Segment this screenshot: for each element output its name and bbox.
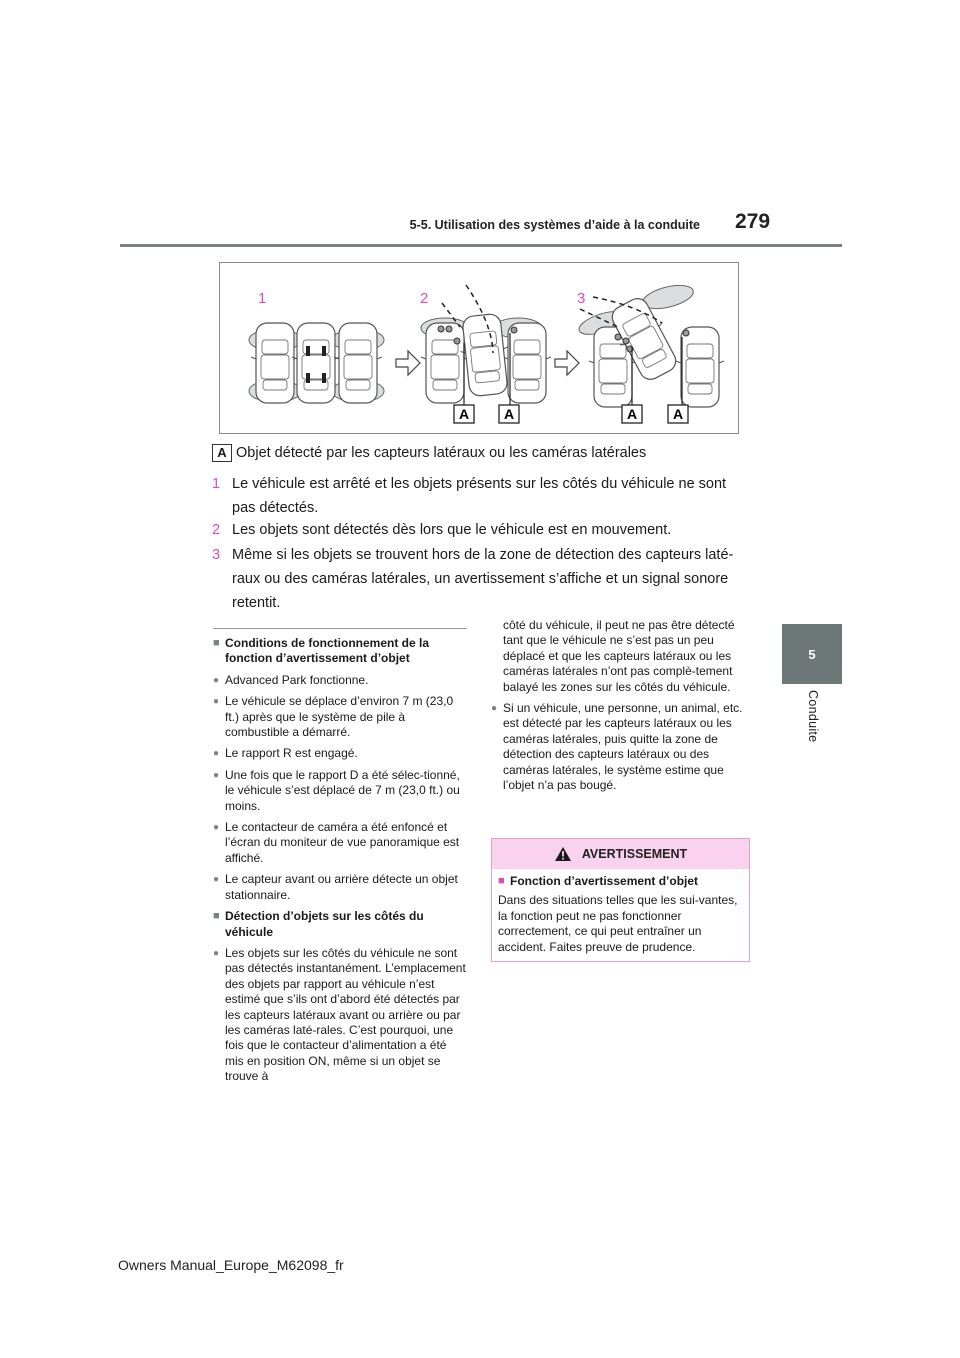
list-item: ● Le véhicule se déplace d’environ 7 m (23,0 ft.) après que le système de pile à combustible a démarré. (213, 694, 467, 740)
step-number: 1 (212, 476, 221, 492)
footer-doc-id: Owners Manual_Europe_M62098_fr (118, 1257, 344, 1273)
step-3 (212, 543, 742, 615)
step-label-3: 3 (577, 290, 586, 307)
scene-3 (576, 281, 724, 407)
warning-icon (554, 846, 572, 862)
scene-2 (421, 285, 551, 405)
svg-text:A: A (458, 406, 470, 422)
parking-diagram-svg (220, 263, 740, 435)
list-item: ● Le contacteur de caméra a été enfoncé et l’écran du moniteur de vue panoramique est affiché. (213, 820, 467, 866)
step-text: Même si les objets se trouvent hors de la zone de détection des capteurs laté-raux ou des caméras latérales, un avertissement s’affiche et un signal sonore retentit. (232, 547, 734, 611)
column-divider (213, 628, 467, 629)
warning-header (492, 839, 749, 869)
list-item: ● Le capteur avant ou arrière détecte un objet stationnaire. (213, 872, 467, 903)
figure-legend (212, 444, 646, 462)
parking-diagram (219, 262, 739, 434)
svg-text:A: A (503, 406, 515, 422)
warning-subtitle: ■ Fonction d’avertissement d’objet (498, 874, 743, 889)
scene-1 (249, 323, 384, 403)
list-item: ● Si un véhicule, une personne, un animal, etc. est détecté par les capteurs latéraux ou les caméras latérales, puis quitte la zone de détection des capteurs latéraux ou des caméras latérales, le système estime que l’objet n’a pas bougé. (491, 701, 753, 793)
marker-a-4 (668, 405, 688, 423)
legend-text: Objet détecté par les capteurs latéraux ou les caméras latérales (236, 445, 647, 461)
warning-text: Dans des situations telles que les sui-vantes, la fonction peut ne pas fonctionner correctement, ce qui peut entraîner un accident. Faites preuve de prudence. (498, 893, 738, 954)
legend-marker: A (212, 444, 232, 462)
marker-a-3 (622, 405, 642, 423)
list-item: ● Une fois que le rapport D a été sélec-tionné, le véhicule s’est déplacé de 7 m (23,0 ft.) ou moins. (213, 768, 467, 814)
step-text: Les objets sont détectés dès lors que le véhicule est en mouvement. (232, 522, 672, 538)
section-header-title: 5-5. Utilisation des systèmes d’aide à la conduite (409, 218, 700, 232)
step-2 (212, 518, 742, 542)
warning-title: AVERTISSEMENT (581, 847, 688, 861)
list-item: ● Le rapport R est engagé. (213, 746, 467, 761)
chapter-label: Conduite (806, 690, 820, 743)
warning-box (491, 838, 750, 962)
chapter-tab[interactable]: 5 (782, 624, 842, 684)
step-1 (212, 472, 742, 520)
marker-a-2 (499, 405, 519, 423)
marker-a-1 (454, 405, 474, 423)
arrow-right-icon (396, 351, 420, 375)
section-heading: ■ Conditions de fonctionnement de la fonction d’avertissement d’objet (213, 636, 467, 667)
svg-text:A: A (672, 406, 684, 422)
step-label-1: 1 (258, 290, 267, 307)
arrow-right-icon (555, 351, 579, 375)
list-item: ● Advanced Park fonctionne. (213, 673, 467, 688)
header-divider (120, 244, 842, 247)
right-column (491, 618, 753, 799)
step-label-2: 2 (420, 290, 429, 307)
page-number: 279 (735, 210, 771, 233)
list-item: ● Les objets sur les côtés du véhicule ne sont pas détectés instantanément. L’emplacement des objets par rapport au véhicule n’est estimé que s’ils ont d’abord été détectés par les capteurs latéraux avant ou arrière ou par les caméras laté-rales. C’est pourquoi, une fois que le contacteur d’alimentation a été mis en position ON, même si un objet se trouve à (213, 946, 467, 1085)
svg-text:A: A (626, 406, 638, 422)
step-text: Le véhicule est arrêté et les objets présents sur les côtés du véhicule ne sont pas détectés. (232, 476, 727, 516)
continued-text: côté du véhicule, il peut ne pas être détecté tant que le véhicule ne s’est pas un peu déplacé et que les capteurs latéraux ou les caméras latérales n’ont pas complè-tement balayé les zones sur les côtés du véhicule. (503, 618, 735, 694)
step-number: 3 (212, 547, 221, 563)
left-column (213, 636, 467, 1091)
step-number: 2 (212, 522, 221, 538)
section-heading: ■ Détection d’objets sur les côtés du véhicule (213, 909, 467, 940)
